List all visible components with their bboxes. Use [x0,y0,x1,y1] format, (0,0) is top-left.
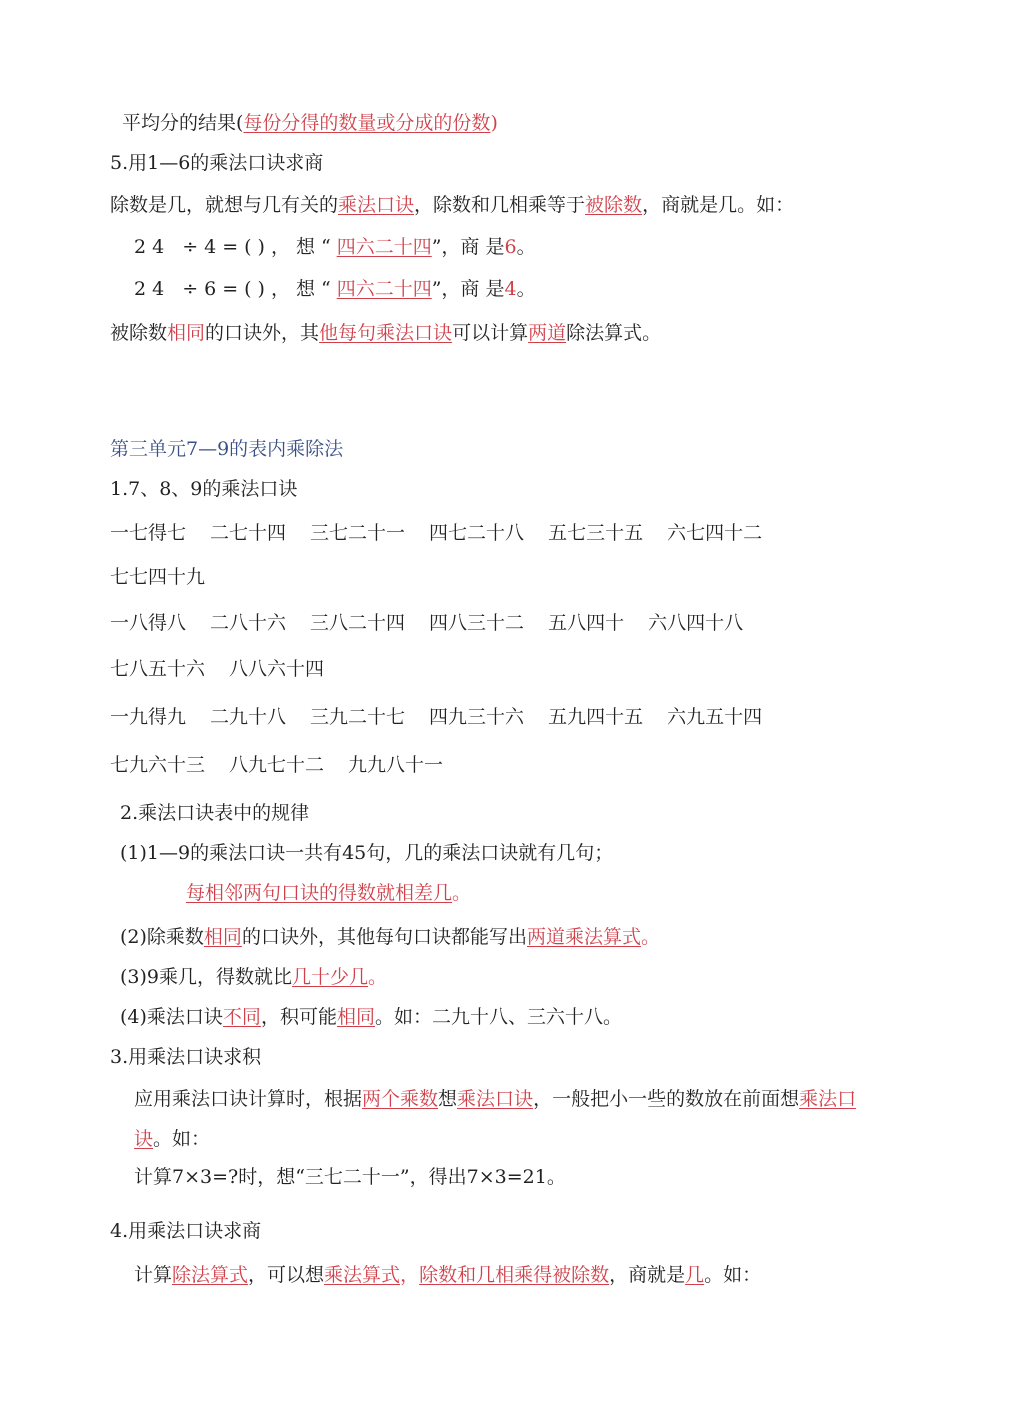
rhyme: 四九三十六 [429,706,525,728]
rhyme: 五八四十 [548,612,625,634]
text: 平均分的结果( [122,112,244,134]
rhyme: 一八得八 [110,612,187,634]
rule-line [110,192,794,218]
rhyme: 一七得七 [110,522,187,544]
multiplication-row [110,564,229,590]
answer-red: 6 [504,236,517,258]
text: 计算 [134,1264,173,1286]
answer-underlined: 相同 [203,926,242,948]
text: 。如： [704,1264,762,1286]
text: 的口诀外，其 [205,322,320,344]
rule-1: (1)1—9的乘法口诀一共有45句，几的乘法口诀就有几句； [120,842,614,864]
rhyme: 五九四十五 [548,706,644,728]
text: 被除数 [110,322,168,344]
rhyme: 二九十八 [210,706,287,728]
answer-underlined: 不同 [222,1006,261,1028]
example-1 [134,234,536,260]
rhyme: 四七二十八 [429,522,525,544]
rhyme: 三八二十四 [310,612,406,634]
rhyme: 五七三十五 [548,522,644,544]
rule-4 [120,1004,622,1030]
rhyme: 二七十四 [210,522,287,544]
answer-underlined: 两个乘数 [362,1088,439,1110]
rhyme: 三七二十一 [310,522,406,544]
answer-underlined: 诀 [134,1128,154,1150]
result-line [122,110,498,136]
text: 除法算式。 [566,322,662,344]
rhyme: 三九二十七 [310,706,406,728]
answer-underlined: 除法算式 [172,1264,249,1286]
rhyme: 七八五十六 [110,658,206,680]
multiplication-row [110,656,348,682]
answer-underlined: 两道 [528,322,567,344]
answer-underlined: 四六二十四 [336,278,432,300]
multiplication-row [110,752,467,778]
text: 。 [516,278,536,300]
text: 。 [368,966,388,988]
rhyme: 七七四十九 [110,566,206,588]
text: 想 [438,1088,458,1110]
text: 。如： [153,1128,211,1150]
answer-underlined: 乘法口 [799,1088,857,1110]
product-rule [134,1086,856,1112]
multiplication-row [110,520,786,546]
rhyme: 六九五十四 [667,706,763,728]
text: 应用乘法口诀计算时，根据 [134,1088,363,1110]
rule-1-answer [186,880,471,906]
rhyme: 九九八十一 [348,754,444,776]
multiplication-row [110,610,767,636]
answer-underlined: 他每句乘法口诀 [319,322,453,344]
example-2 [134,276,536,302]
rule-2 [120,924,660,950]
section-title-4: 4.用乘法口诀求商 [110,1220,262,1242]
text: ”，商 是 [431,236,505,258]
text: ，商就是 [609,1264,686,1286]
text: (3)9乘几，得数就比 [120,966,293,988]
text: 的口诀外，其他每句口诀都能写出 [241,926,527,948]
answer-red: 4 [504,278,517,300]
text: (2)除乘数 [120,926,204,948]
text: 24 ÷6=()，想“ [134,278,337,300]
answer-underlined: 几 [685,1264,705,1286]
unit-heading: 第三单元7—9的表内乘除法 [110,438,344,460]
rhyme: 六八四十八 [648,612,744,634]
text: ，一般把小一些的数放在前面想 [533,1088,800,1110]
answer-underlined: 每份分得的数量或分成的份数 [243,112,491,134]
section-title-3: 3.用乘法口诀求积 [110,1046,262,1068]
answer-underlined: 乘法口诀 [338,194,415,216]
rhyme: 六七四十二 [667,522,763,544]
text: ，积可能 [260,1006,337,1028]
section-title-2: 2.乘法口诀表中的规律 [120,802,310,824]
answer-underlined: 几十少几 [292,966,369,988]
text: ，除数和几相乘等于 [414,194,586,216]
multiplication-row [110,704,786,730]
text: 。 [516,236,536,258]
rule-3 [120,964,387,990]
text: 24 ÷4=()，想“ [134,236,337,258]
text: (4)乘法口诀 [120,1006,223,1028]
answer-underlined: 四六二十四 [336,236,432,258]
product-rule-cont [134,1126,210,1152]
rhyme: 八九七十二 [229,754,325,776]
answer-red: 相同 [167,322,206,344]
answer-underlined: 乘法口诀 [457,1088,534,1110]
answer-underlined: 被除数 [585,194,643,216]
text: ”，商 是 [431,278,505,300]
note-line [110,320,661,346]
text: 。如：二九十八、三六十八。 [374,1006,622,1028]
text: 。 [640,926,660,948]
rhyme: 八八六十四 [229,658,325,680]
rhyme: 一九得九 [110,706,187,728]
answer-underlined: 每相邻两句口诀的得数就相差几 [186,882,453,904]
rhyme: 四八三十二 [429,612,525,634]
section-title-1: 1.7、8、9的乘法口诀 [110,478,298,500]
text: 除数是几，就想与几有关的 [110,194,339,216]
quotient-rule [134,1262,761,1288]
answer-underlined: 除数和几相乘得被除数 [419,1264,610,1286]
rhyme: 二八十六 [210,612,287,634]
answer-underlined: 两道乘法算式 [526,926,641,948]
text: ，可以想 [248,1264,325,1286]
rhyme: 七九六十三 [110,754,206,776]
product-example: 计算7×3=?时，想“三七二十一”，得出7×3=21。 [134,1166,566,1188]
answer-underlined: 相同 [336,1006,375,1028]
text: ， [400,1264,420,1286]
text: ) [490,112,498,134]
section-title-5: 5.用1—6的乘法口诀求商 [110,152,324,174]
text: 可以计算 [452,322,529,344]
answer-underlined: 乘法算式 [324,1264,401,1286]
text: 。 [452,882,472,904]
text: ，商就是几。如： [642,194,795,216]
